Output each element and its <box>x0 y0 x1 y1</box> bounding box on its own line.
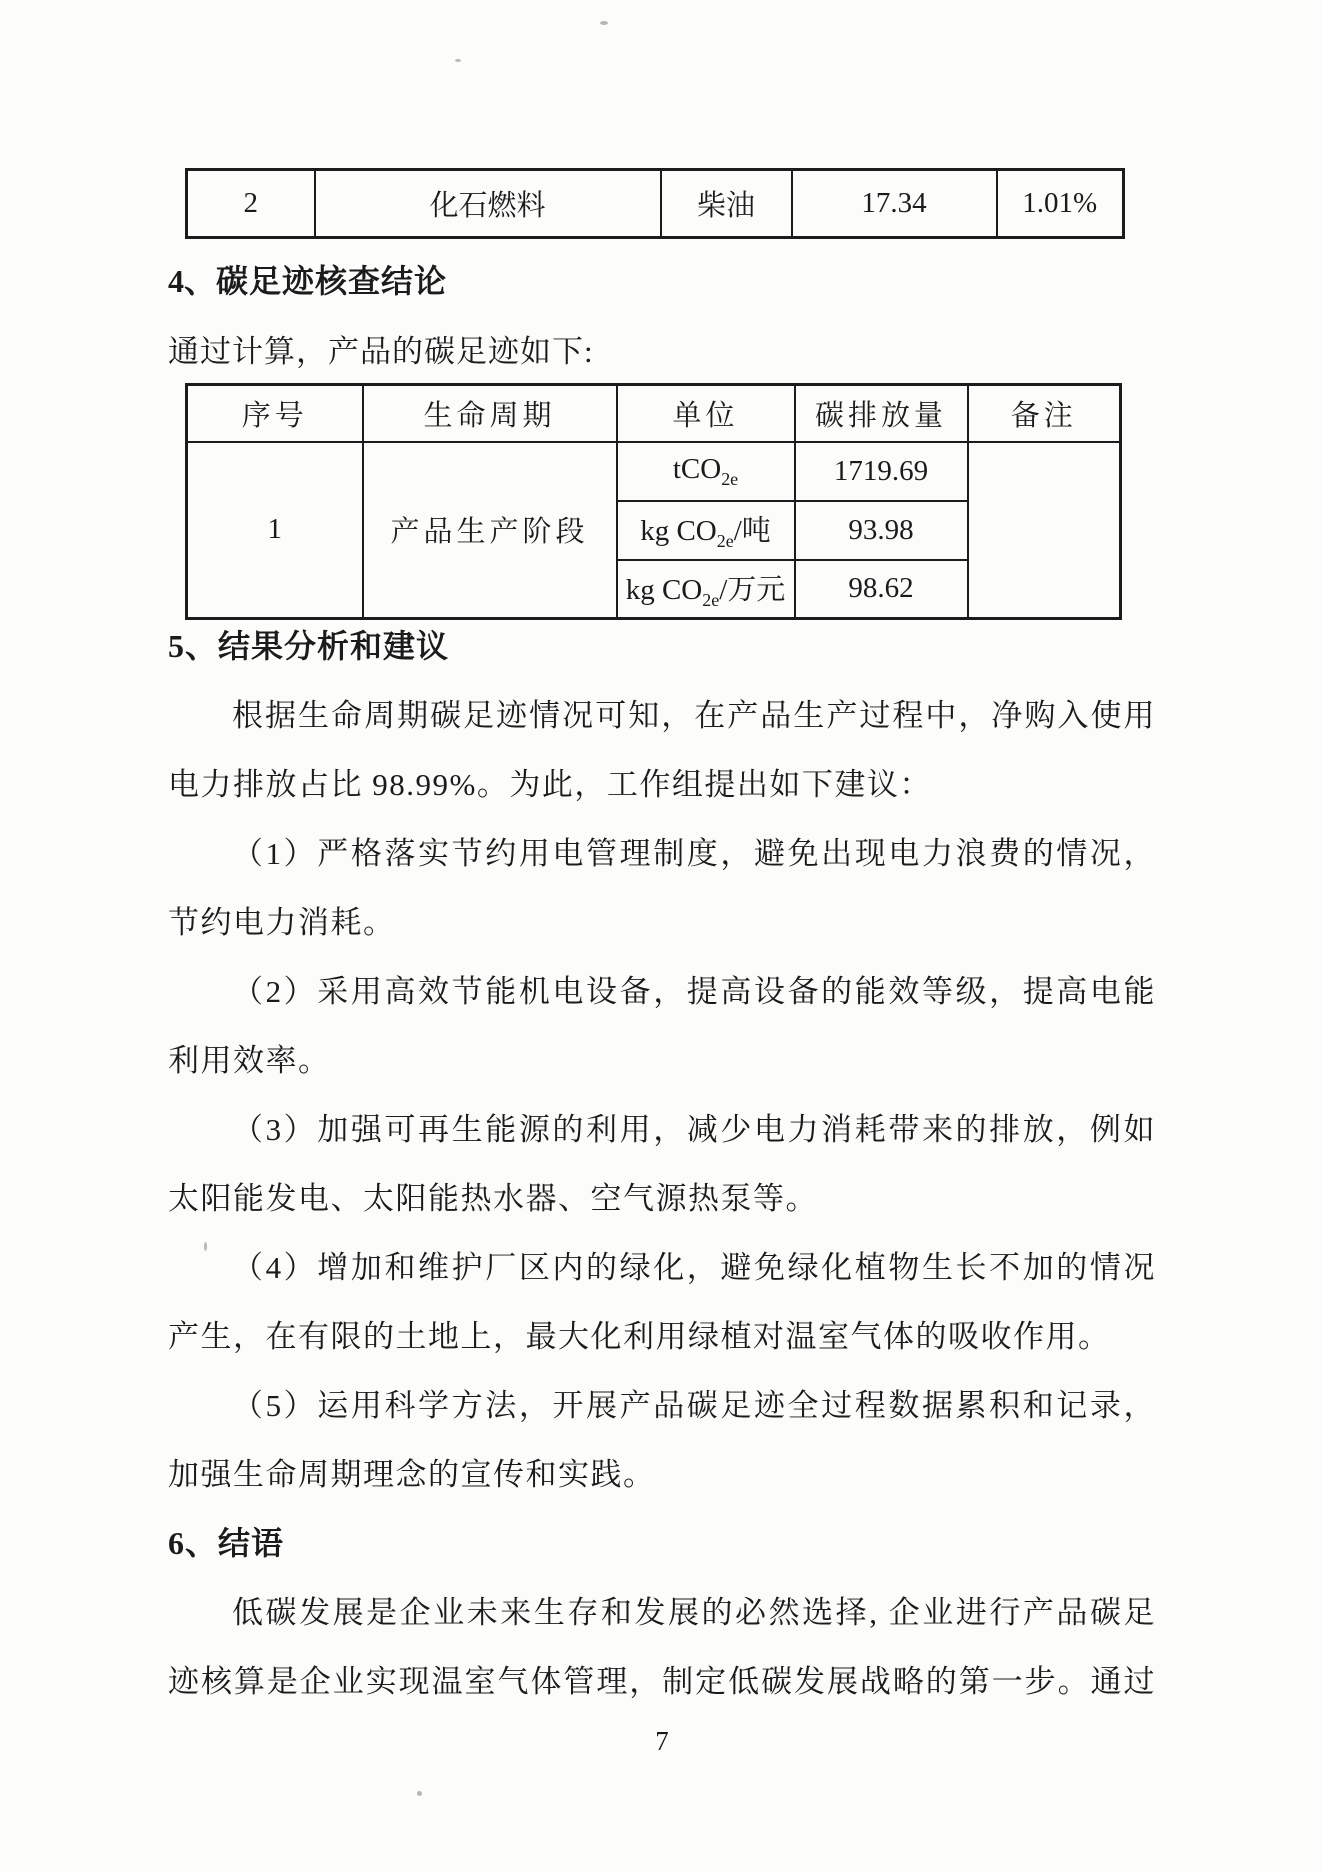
emission-value-cell: 98.62 <box>795 560 968 619</box>
row-index-cell: 2 <box>187 170 315 238</box>
scan-speck <box>204 1242 207 1251</box>
scan-speck <box>455 59 461 62</box>
paragraph-line: 根据生命周期碳足迹情况可知，在产品生产过程中，净购入使用 <box>232 698 1156 733</box>
header-seq: 序号 <box>187 385 363 442</box>
unit-cell <box>617 501 795 560</box>
page-number: 7 <box>655 1726 669 1756</box>
unit-cell <box>617 442 795 501</box>
section5-heading <box>168 612 1156 681</box>
emission-value-cell: 1719.69 <box>795 442 968 501</box>
paragraph-line: （2）采用高效节能机电设备，提高设备的能效等级，提高电能 <box>232 974 1156 1009</box>
unit-base: kg CO <box>625 573 703 606</box>
fuel-type-cell: 柴油 <box>661 170 792 238</box>
paragraph-line: 利用效率。 <box>168 1043 331 1078</box>
intro-text: 通过计算，产品的碳足迹如下: <box>168 334 594 369</box>
paragraph-line: 低碳发展是企业未来生存和发展的必然选择, 企业进行产品碳足 <box>232 1595 1156 1630</box>
paragraph-line: （1）严格落实节约用电管理制度，避免出现电力浪费的情况， <box>232 836 1156 871</box>
paragraph-line: 迹核算是企业实现温室气体管理，制定低碳发展战略的第一步。通过 <box>168 1664 1156 1699</box>
section5-number: 5、 <box>168 628 219 664</box>
paragraph-line: 电力排放占比 98.99%。为此，工作组提出如下建议： <box>168 767 932 802</box>
lifecycle-stage-cell: 产品生产阶段 <box>363 442 617 619</box>
table-row <box>187 442 1121 501</box>
unit-base: kg CO <box>640 515 717 548</box>
paragraph-line: （3）加强可再生能源的利用，减少电力消耗带来的排放，例如 <box>232 1112 1156 1147</box>
unit-subscript: 2e <box>702 589 720 610</box>
unit-suffix: /吨 <box>733 515 771 548</box>
unit-cell <box>617 560 795 619</box>
section4-title: 碳足迹核查结论 <box>216 263 448 299</box>
paragraph-line: （5）运用科学方法，开展产品碳足迹全过程数据累积和记录， <box>232 1388 1156 1423</box>
scan-speck <box>417 1791 422 1796</box>
unit-suffix: /万元 <box>719 573 786 606</box>
paragraph-line: 节约电力消耗。 <box>168 905 396 940</box>
header-lifecycle: 生命周期 <box>363 385 617 442</box>
section6-title: 结语 <box>218 1525 285 1561</box>
emission-value-cell: 93.98 <box>795 501 968 560</box>
table-header-row <box>187 385 1121 442</box>
scan-speck <box>600 21 608 25</box>
body-text <box>168 612 1156 1716</box>
category-cell: 化石燃料 <box>315 170 661 238</box>
unit-subscript: 2e <box>716 530 734 551</box>
section4-heading <box>168 256 447 302</box>
percent-cell: 1.01% <box>997 170 1124 238</box>
section6-number: 6、 <box>168 1525 219 1561</box>
unit-base: tCO <box>672 452 722 485</box>
paragraph-line: （4）增加和维护厂区内的绿化，避免绿化植物生长不加的情况 <box>232 1250 1156 1285</box>
row-index-cell: 1 <box>187 442 363 619</box>
fossil-fuel-table <box>185 168 1125 239</box>
paragraph-line: 加强生命周期理念的宣传和实践。 <box>168 1457 656 1492</box>
section4-number: 4、 <box>168 263 217 299</box>
carbon-footprint-result-table <box>185 383 1122 620</box>
header-emission: 碳排放量 <box>795 385 968 442</box>
header-unit: 单位 <box>617 385 795 442</box>
unit-subscript: 2e <box>721 468 739 489</box>
table-row <box>187 170 1124 238</box>
section6-heading <box>168 1509 1156 1578</box>
section5-title: 结果分析和建议 <box>218 628 450 664</box>
remark-cell <box>968 442 1121 619</box>
paragraph-line: 产生，在有限的土地上，最大化利用绿植对温室气体的吸收作用。 <box>168 1319 1111 1354</box>
paragraph-line: 太阳能发电、太阳能热水器、空气源热泵等。 <box>168 1181 818 1216</box>
header-remark: 备注 <box>968 385 1121 442</box>
emission-value-cell: 17.34 <box>792 170 997 238</box>
